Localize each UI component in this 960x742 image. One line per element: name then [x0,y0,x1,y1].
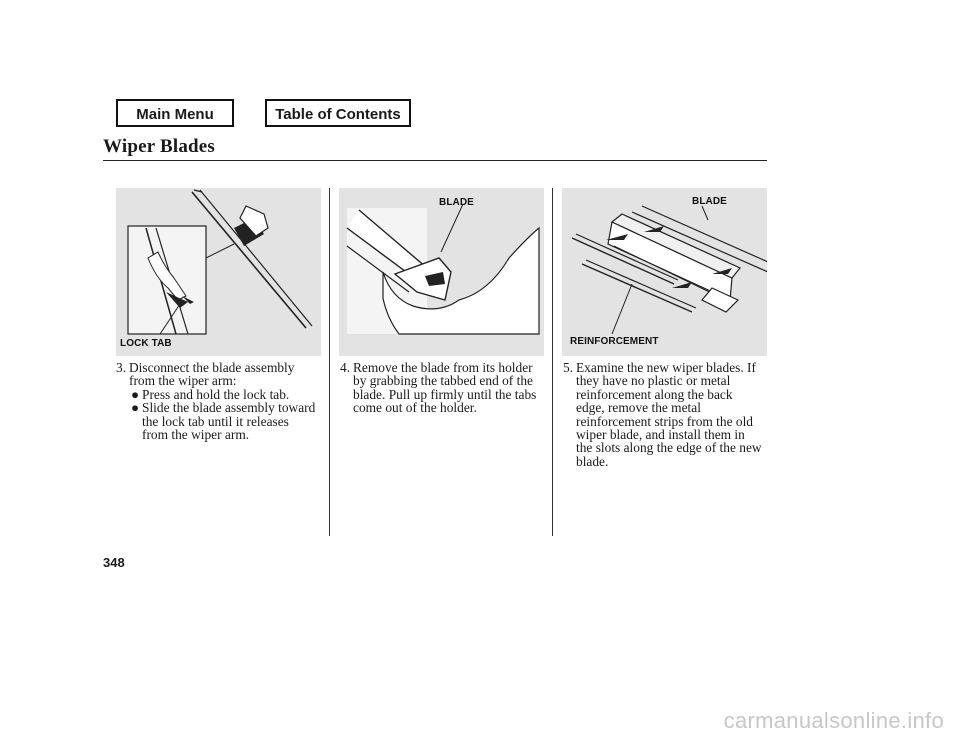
step-3 [116,361,326,441]
column-divider-right [552,188,553,536]
blade-label-right: BLADE [692,196,727,207]
bullet-line: the lock tab until it releases [142,413,289,429]
step-line: reinforcement strips from the old [576,413,754,429]
step-line: from the wiper arm: [129,373,237,389]
step-4 [340,361,550,415]
step-line: blade. [576,453,609,469]
step-line: Disconnect the blade assembly [129,360,295,375]
lock-tab-illustration [116,188,321,356]
blade-label: BLADE [439,197,474,208]
main-menu-button[interactable]: Main Menu [116,99,234,127]
page-number: 348 [103,555,125,570]
table-of-contents-button[interactable]: Table of Contents [265,99,411,127]
lock-tab-label: LOCK TAB [120,338,172,349]
bullet-item [129,388,326,401]
step-number: 5. [563,360,574,375]
step-line: blade. Pull up firmly until the tabs [353,386,537,402]
title-rule [103,160,767,161]
column-divider-left [329,188,330,536]
bullet-line: from the wiper arm. [142,427,250,443]
figure-blade-removal [339,188,544,356]
step-line: Remove the blade from its holder [353,360,533,375]
step-line: come out of the holder. [353,400,477,416]
figure-lock-tab [116,188,321,356]
step-number: 3. [116,360,127,375]
step-line: reinforcement along the back [576,386,733,402]
reinforcement-label: REINFORCEMENT [570,336,659,347]
step-line: wiper blade, and install them in [576,427,745,443]
step-line: edge, remove the metal [576,400,701,416]
step-number: 4. [340,360,351,375]
blade-removal-illustration [339,188,544,356]
bullet-item [129,401,326,441]
step-line: they have no plastic or metal [576,373,731,389]
page-title: Wiper Blades [103,136,216,157]
step-line: by grabbing the tabbed end of the [353,373,533,389]
bullet-line: Slide the blade assembly toward [142,400,316,416]
bullet-line: Press and hold the lock tab. [142,386,290,402]
step-line: Examine the new wiper blades. If [576,360,756,375]
figure-reinforcement [562,188,767,356]
watermark: carmanualsonline.info [723,708,944,733]
step-5 [563,361,768,468]
bullet-marker: ● [131,400,140,416]
step-line: the slots along the edge of the new [576,440,762,456]
reinforcement-illustration [562,188,767,356]
bullet-marker: ● [131,386,140,402]
